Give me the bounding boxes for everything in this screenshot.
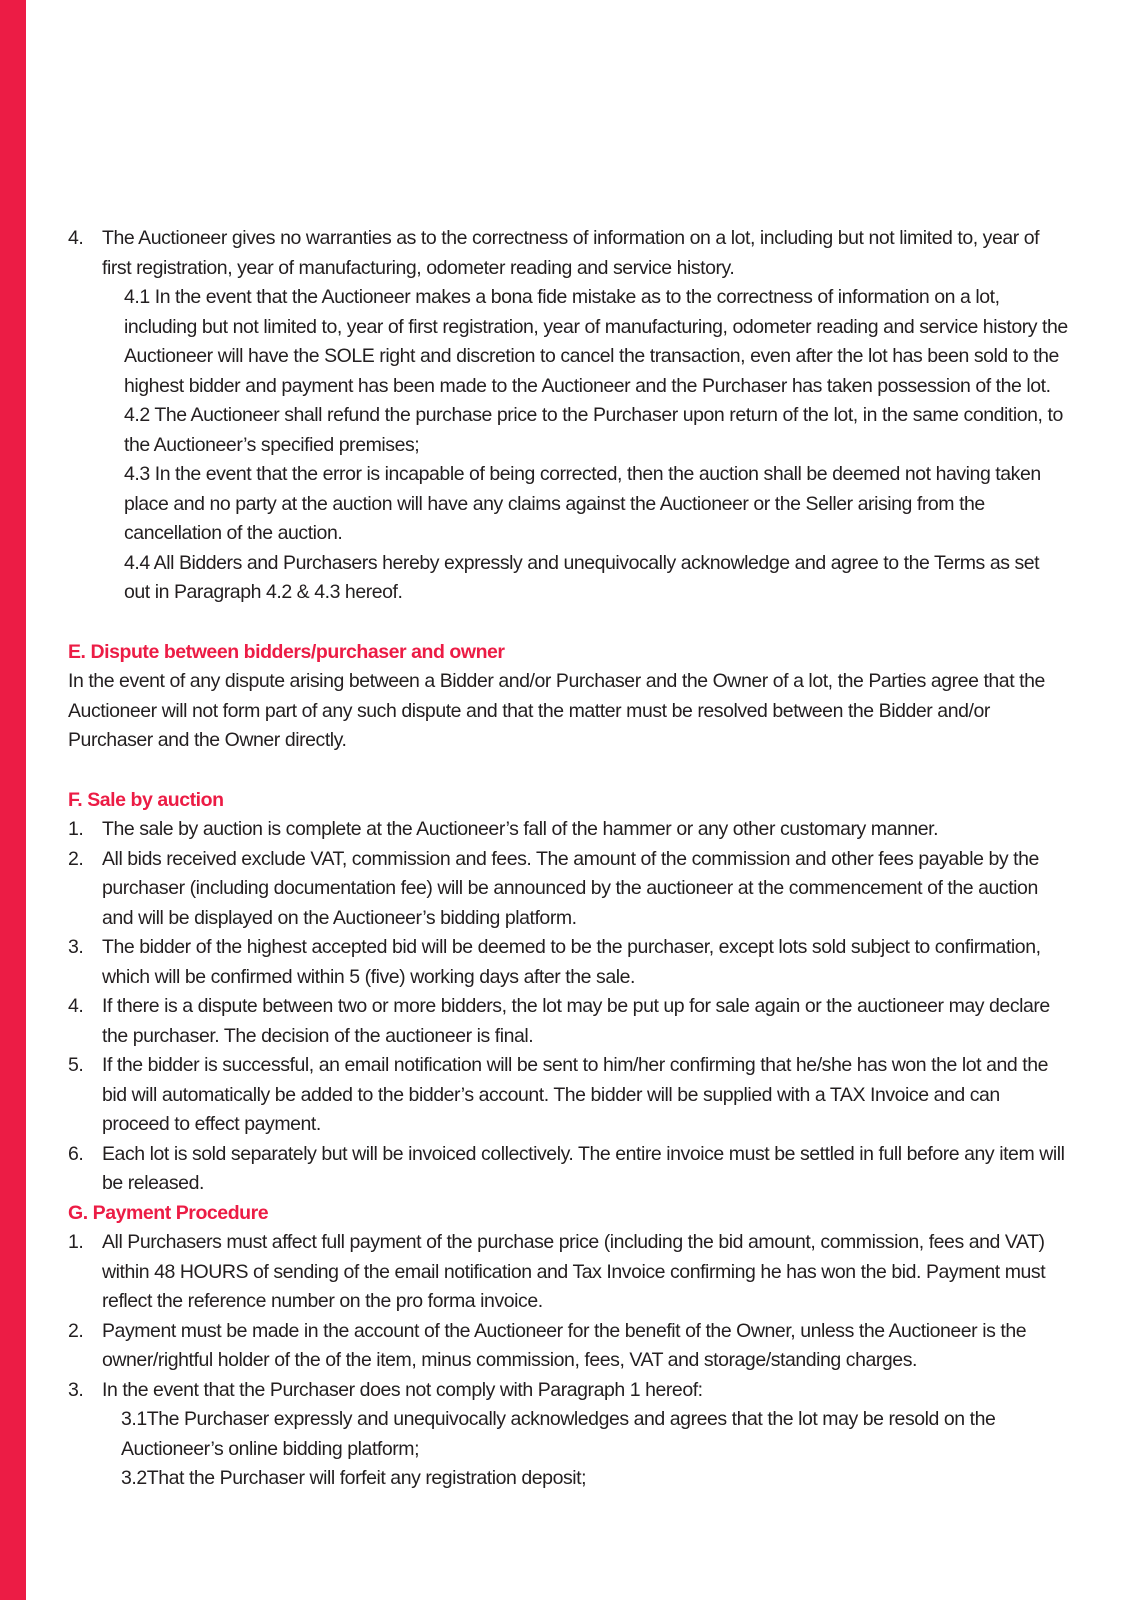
item-number: 3. xyxy=(68,936,84,958)
item-number: 5. xyxy=(68,1054,84,1076)
item-number: 1. xyxy=(68,1231,84,1253)
list-item xyxy=(68,815,1068,845)
subclause-4-4: 4.4 All Bidders and Purchasers hereby expressly and unequivocally acknowledge and agree to the Terms as set out in Paragraph 4.2 & 4.3 hereof. xyxy=(124,551,1040,603)
section-e-heading: E. Dispute between bidders/purchaser and owner xyxy=(68,640,505,663)
item-text: The sale by auction is complete at the Auctioneer’s fall of the hammer or any other customary manner. xyxy=(102,818,939,840)
subclause-4-1: 4.1 In the event that the Auctioneer makes a bona fide mistake as to the correctness of information on a lot, including but not limited to, year of first registration, year of manufacturing, odometer reading and service history the Auctioneer will have the SOLE right and discretion to cancel the transaction, even after the lot has been sold to the highest bidder and payment has been made to the Auctioneer and the Purchaser has taken possession of the lot. xyxy=(124,286,1068,397)
subclause-4-2: 4.2 The Auctioneer shall refund the purchase price to the Purchaser upon return of the lot, in the same condition, to the Auctioneer’s specified premises; xyxy=(124,404,1063,456)
item-text: The bidder of the highest accepted bid will be deemed to be the purchaser, except lots sold subject to confirmation, which will be confirmed within 5 (five) working days after the sale. xyxy=(102,936,1041,988)
item-text: All bids received exclude VAT, commission and fees. The amount of the commission and other fees payable by the purchaser (including documentation fee) will be announced by the auctioneer at the commencement of the auction and will be displayed on the Auctioneer’s bidding platform. xyxy=(102,847,1039,929)
clause-d4 xyxy=(68,224,1068,283)
spacer xyxy=(68,608,1068,638)
subclause-4-3: 4.3 In the event that the error is incapable of being corrected, then the auction shall be deemed not having taken place and no party at the auction will have any claims against the Auctioneer or the Seller arising from the cancellation of the auction. xyxy=(124,463,1041,544)
list-item xyxy=(68,1317,1068,1376)
item-text: If the bidder is successful, an email notification will be sent to him/her confirming that he/she has won the lot and the bid will automatically be added to the bidder’s account. The bidder will be supplied with a TAX Invoice and can proceed to effect payment. xyxy=(102,1054,1049,1135)
list-item xyxy=(68,1140,1068,1199)
red-edge-bar xyxy=(0,0,26,1600)
item-number: 4. xyxy=(68,995,84,1017)
item-number: 3. xyxy=(68,1378,84,1401)
list-item xyxy=(68,992,1068,1051)
item-text: Payment must be made in the account of the Auctioneer for the benefit of the Owner, unless the Auctioneer is the owner/rightful holder of the of the item, minus commission, fees, VAT and storage/standing charges. xyxy=(102,1319,1027,1371)
clause-text: The Auctioneer gives no warranties as to the correctness of information on a lot, including but not limited to, year of first registration, year of manufacturing, odometer reading and service history. xyxy=(102,227,1040,279)
subclause-3-2: 3.2That the Purchaser will forfeit any registration deposit; xyxy=(121,1467,587,1489)
section-e-body: In the event of any dispute arising between a Bidder and/or Purchaser and the Owner of a lot, the Parties agree that the Auctioneer will not form part of any such dispute and that the matter must be resolved between the Bidder and/or Purchaser and the Owner directly. xyxy=(68,670,1045,751)
item-number: 2. xyxy=(68,847,84,870)
terms-document xyxy=(68,224,1068,1494)
item-text: All Purchasers must affect full payment of the purchase price (including the bid amount, commission, fees and VAT) within 48 HOURS of sending of the email notification and Tax Invoice confirming he has won the bid. Payment must reflect the reference number on the pro forma invoice. xyxy=(102,1231,1046,1312)
item-text: If there is a dispute between two or more bidders, the lot may be put up for sale again or the auctioneer may declare the purchaser. The decision of the auctioneer is final. xyxy=(102,995,1050,1047)
list-item xyxy=(68,1228,1068,1317)
item-text: In the event that the Purchaser does not comply with Paragraph 1 hereof: xyxy=(102,1378,703,1401)
section-g-heading: G. Payment Procedure xyxy=(68,1201,269,1224)
section-f-heading: F. Sale by auction xyxy=(68,788,224,811)
list-item xyxy=(68,1051,1068,1140)
item-number: 6. xyxy=(68,1142,84,1165)
list-item xyxy=(68,845,1068,934)
item-number: 1. xyxy=(68,818,84,840)
item-number: 2. xyxy=(68,1319,84,1342)
list-item xyxy=(68,933,1068,992)
spacer xyxy=(68,756,1068,786)
subclause-3-1: 3.1The Purchaser expressly and unequivocally acknowledges and agrees that the lot may be resold on the Auctioneer’s online bidding platform; xyxy=(121,1408,996,1460)
clause-number: 4. xyxy=(68,227,84,249)
item-text: Each lot is sold separately but will be invoiced collectively. The entire invoice must be settled in full before any item will be released. xyxy=(102,1142,1065,1194)
list-item xyxy=(68,1376,1068,1406)
